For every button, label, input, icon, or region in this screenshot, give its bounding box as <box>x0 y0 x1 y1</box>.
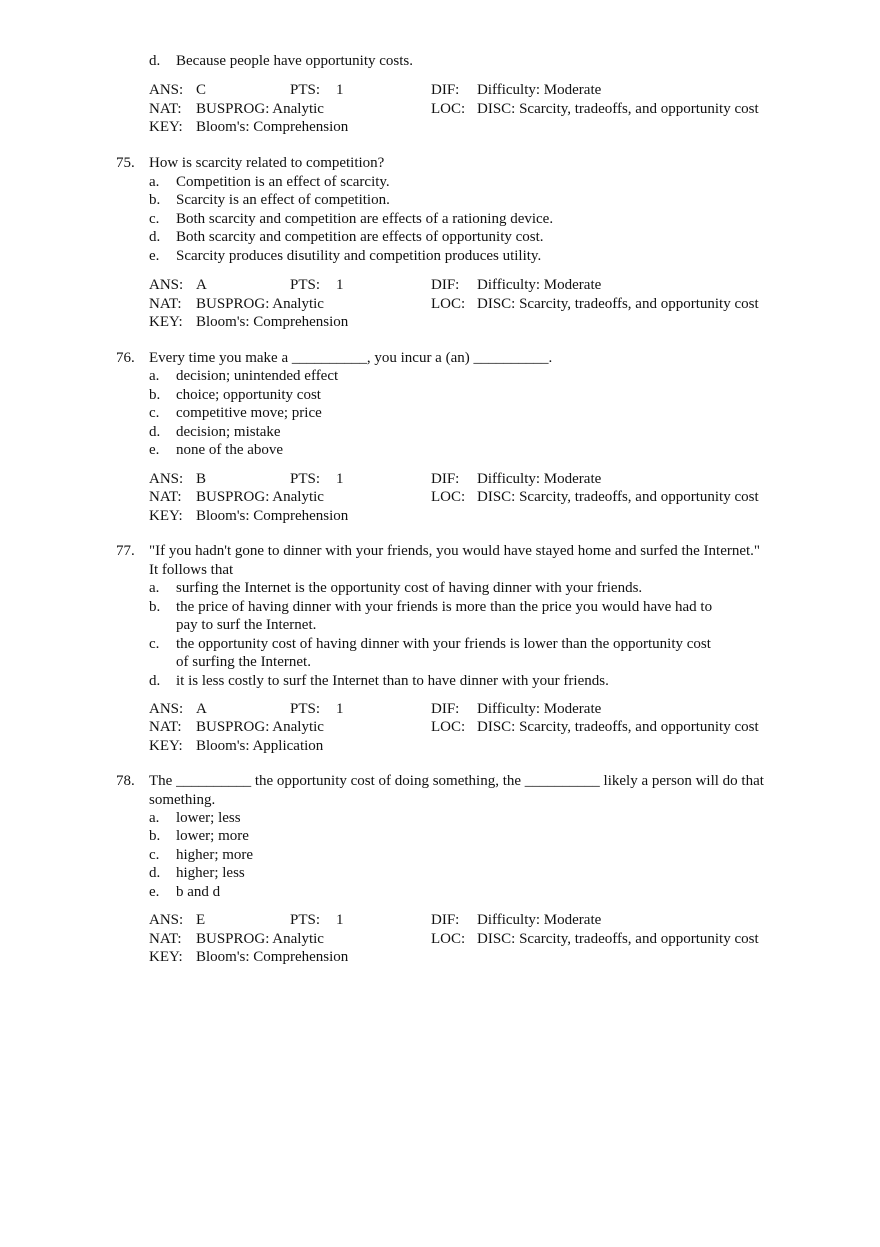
option-text: lower; more <box>176 828 249 844</box>
loc-value: DISC: Scarcity, tradeoffs, and opportunity cost <box>477 489 759 505</box>
question-stem: It follows that <box>149 561 234 578</box>
key-label: KEY: <box>149 737 183 754</box>
option-text: higher; more <box>176 846 254 863</box>
nat-label: NAT: <box>149 295 182 312</box>
dif-label: DIF: <box>431 912 460 928</box>
option-text: the opportunity cost of having dinner with your friends is lower than the opportunity cost <box>176 635 711 652</box>
question-stem: The __________ the opportunity cost of doing something, the __________ likely a person will do that <box>149 773 764 789</box>
ans-value: A <box>196 277 207 293</box>
ans-value: A <box>196 701 207 717</box>
option-text: pay to surf the Internet. <box>176 617 317 633</box>
loc-label: LOC: <box>431 930 466 947</box>
option-text: Scarcity produces disutility and competition produces utility. <box>176 247 542 264</box>
question-stem: How is scarcity related to competition? <box>149 155 385 171</box>
ans-label: ANS: <box>149 82 184 98</box>
pts-label: PTS: <box>290 471 321 487</box>
option-letter: b. <box>149 192 161 208</box>
question-stem: Every time you make a __________, you incur a (an) __________. <box>149 350 553 366</box>
pts-label: PTS: <box>290 277 321 293</box>
loc-value: DISC: Scarcity, tradeoffs, and opportunity cost <box>477 100 759 117</box>
nat-label: NAT: <box>149 489 182 505</box>
question-stem: something. <box>149 791 216 808</box>
key-value: Bloom's: Comprehension <box>196 507 349 524</box>
option-letter: a. <box>149 580 160 596</box>
key-label: KEY: <box>149 507 183 524</box>
ans-value: C <box>196 82 207 98</box>
loc-label: LOC: <box>431 489 466 505</box>
option-text: b and d <box>176 883 221 900</box>
option-letter: b. <box>149 386 161 403</box>
option-letter: a. <box>149 368 160 384</box>
ans-label: ANS: <box>149 912 184 928</box>
loc-value: DISC: Scarcity, tradeoffs, and opportunity cost <box>477 930 759 947</box>
nat-value: BUSPROG: Analytic <box>196 295 324 312</box>
nat-value: BUSPROG: Analytic <box>196 930 324 947</box>
pts-value: 1 <box>336 912 344 928</box>
nat-value: BUSPROG: Analytic <box>196 719 324 735</box>
pts-value: 1 <box>336 701 344 717</box>
option-text: none of the above <box>176 442 284 458</box>
ans-label: ANS: <box>149 471 184 487</box>
option-letter: a. <box>149 809 160 826</box>
option-letter: a. <box>149 173 160 190</box>
loc-label: LOC: <box>431 100 466 117</box>
ans-label: ANS: <box>149 277 184 293</box>
key-label: KEY: <box>149 314 183 330</box>
nat-label: NAT: <box>149 100 182 117</box>
option-letter: c. <box>149 210 160 227</box>
ans-value: B <box>196 471 207 487</box>
dif-value: Difficulty: Moderate <box>477 701 602 717</box>
ans-value: E <box>196 912 206 928</box>
dif-label: DIF: <box>431 471 460 487</box>
option-text: decision; mistake <box>176 423 281 440</box>
loc-value: DISC: Scarcity, tradeoffs, and opportunity cost <box>477 295 759 312</box>
option-letter: d. <box>149 229 161 245</box>
option-text: it is less costly to surf the Internet than to have dinner with your friends. <box>176 672 609 689</box>
option-letter: d. <box>149 672 161 689</box>
option-letter: e. <box>149 247 160 264</box>
option-text: of surfing the Internet. <box>176 654 311 670</box>
key-label: KEY: <box>149 949 183 965</box>
option-text: Both scarcity and competition are effects of a rationing device. <box>176 210 554 227</box>
nat-label: NAT: <box>149 930 182 947</box>
key-value: Bloom's: Comprehension <box>196 949 349 965</box>
key-label: KEY: <box>149 119 183 135</box>
option-letter: e. <box>149 883 160 900</box>
question-stem: "If you hadn't gone to dinner with your friends, you would have stayed home and surfed the Internet." <box>149 543 761 559</box>
nat-label: NAT: <box>149 719 182 735</box>
question-number: 75. <box>116 155 135 171</box>
dif-value: Difficulty: Moderate <box>477 471 602 487</box>
option-letter: c. <box>149 846 160 863</box>
question-number: 76. <box>116 350 135 366</box>
pts-label: PTS: <box>290 82 321 98</box>
pts-value: 1 <box>336 277 344 293</box>
dif-value: Difficulty: Moderate <box>477 912 602 928</box>
option-letter: c. <box>149 635 160 652</box>
option-letter: c. <box>149 405 160 421</box>
nat-value: BUSPROG: Analytic <box>196 489 324 505</box>
loc-label: LOC: <box>431 295 466 312</box>
pts-value: 1 <box>336 471 344 487</box>
option-letter: d. <box>149 865 161 881</box>
option-letter: b. <box>149 828 161 844</box>
dif-label: DIF: <box>431 701 460 717</box>
option-text: lower; less <box>176 809 241 826</box>
pts-label: PTS: <box>290 701 321 717</box>
pts-label: PTS: <box>290 912 321 928</box>
option-text: surfing the Internet is the opportunity cost of having dinner with your friends. <box>176 580 643 596</box>
option-letter: d. <box>149 53 161 69</box>
key-value: Bloom's: Application <box>196 737 324 754</box>
option-text: Competition is an effect of scarcity. <box>176 173 390 190</box>
loc-label: LOC: <box>431 719 466 735</box>
pts-value: 1 <box>336 82 344 98</box>
option-letter: d. <box>149 423 161 440</box>
option-letter: e. <box>149 442 160 458</box>
dif-label: DIF: <box>431 82 460 98</box>
ans-label: ANS: <box>149 701 184 717</box>
option-text: Both scarcity and competition are effects of opportunity cost. <box>176 229 544 245</box>
key-value: Bloom's: Comprehension <box>196 119 349 135</box>
option-text: the price of having dinner with your friends is more than the price you would have had to <box>176 598 713 615</box>
question-number: 78. <box>116 773 135 789</box>
option-text: higher; less <box>176 865 245 881</box>
question-number: 77. <box>116 543 135 559</box>
option-letter: b. <box>149 598 161 615</box>
option-text: choice; opportunity cost <box>176 386 321 403</box>
option-text: Because people have opportunity costs. <box>176 53 414 69</box>
nat-value: BUSPROG: Analytic <box>196 100 324 117</box>
dif-label: DIF: <box>431 277 460 293</box>
key-value: Bloom's: Comprehension <box>196 314 349 330</box>
dif-value: Difficulty: Moderate <box>477 82 602 98</box>
dif-value: Difficulty: Moderate <box>477 277 602 293</box>
option-text: competitive move; price <box>176 405 322 421</box>
loc-value: DISC: Scarcity, tradeoffs, and opportunity cost <box>477 719 759 735</box>
option-text: Scarcity is an effect of competition. <box>176 192 390 208</box>
option-text: decision; unintended effect <box>176 368 339 384</box>
